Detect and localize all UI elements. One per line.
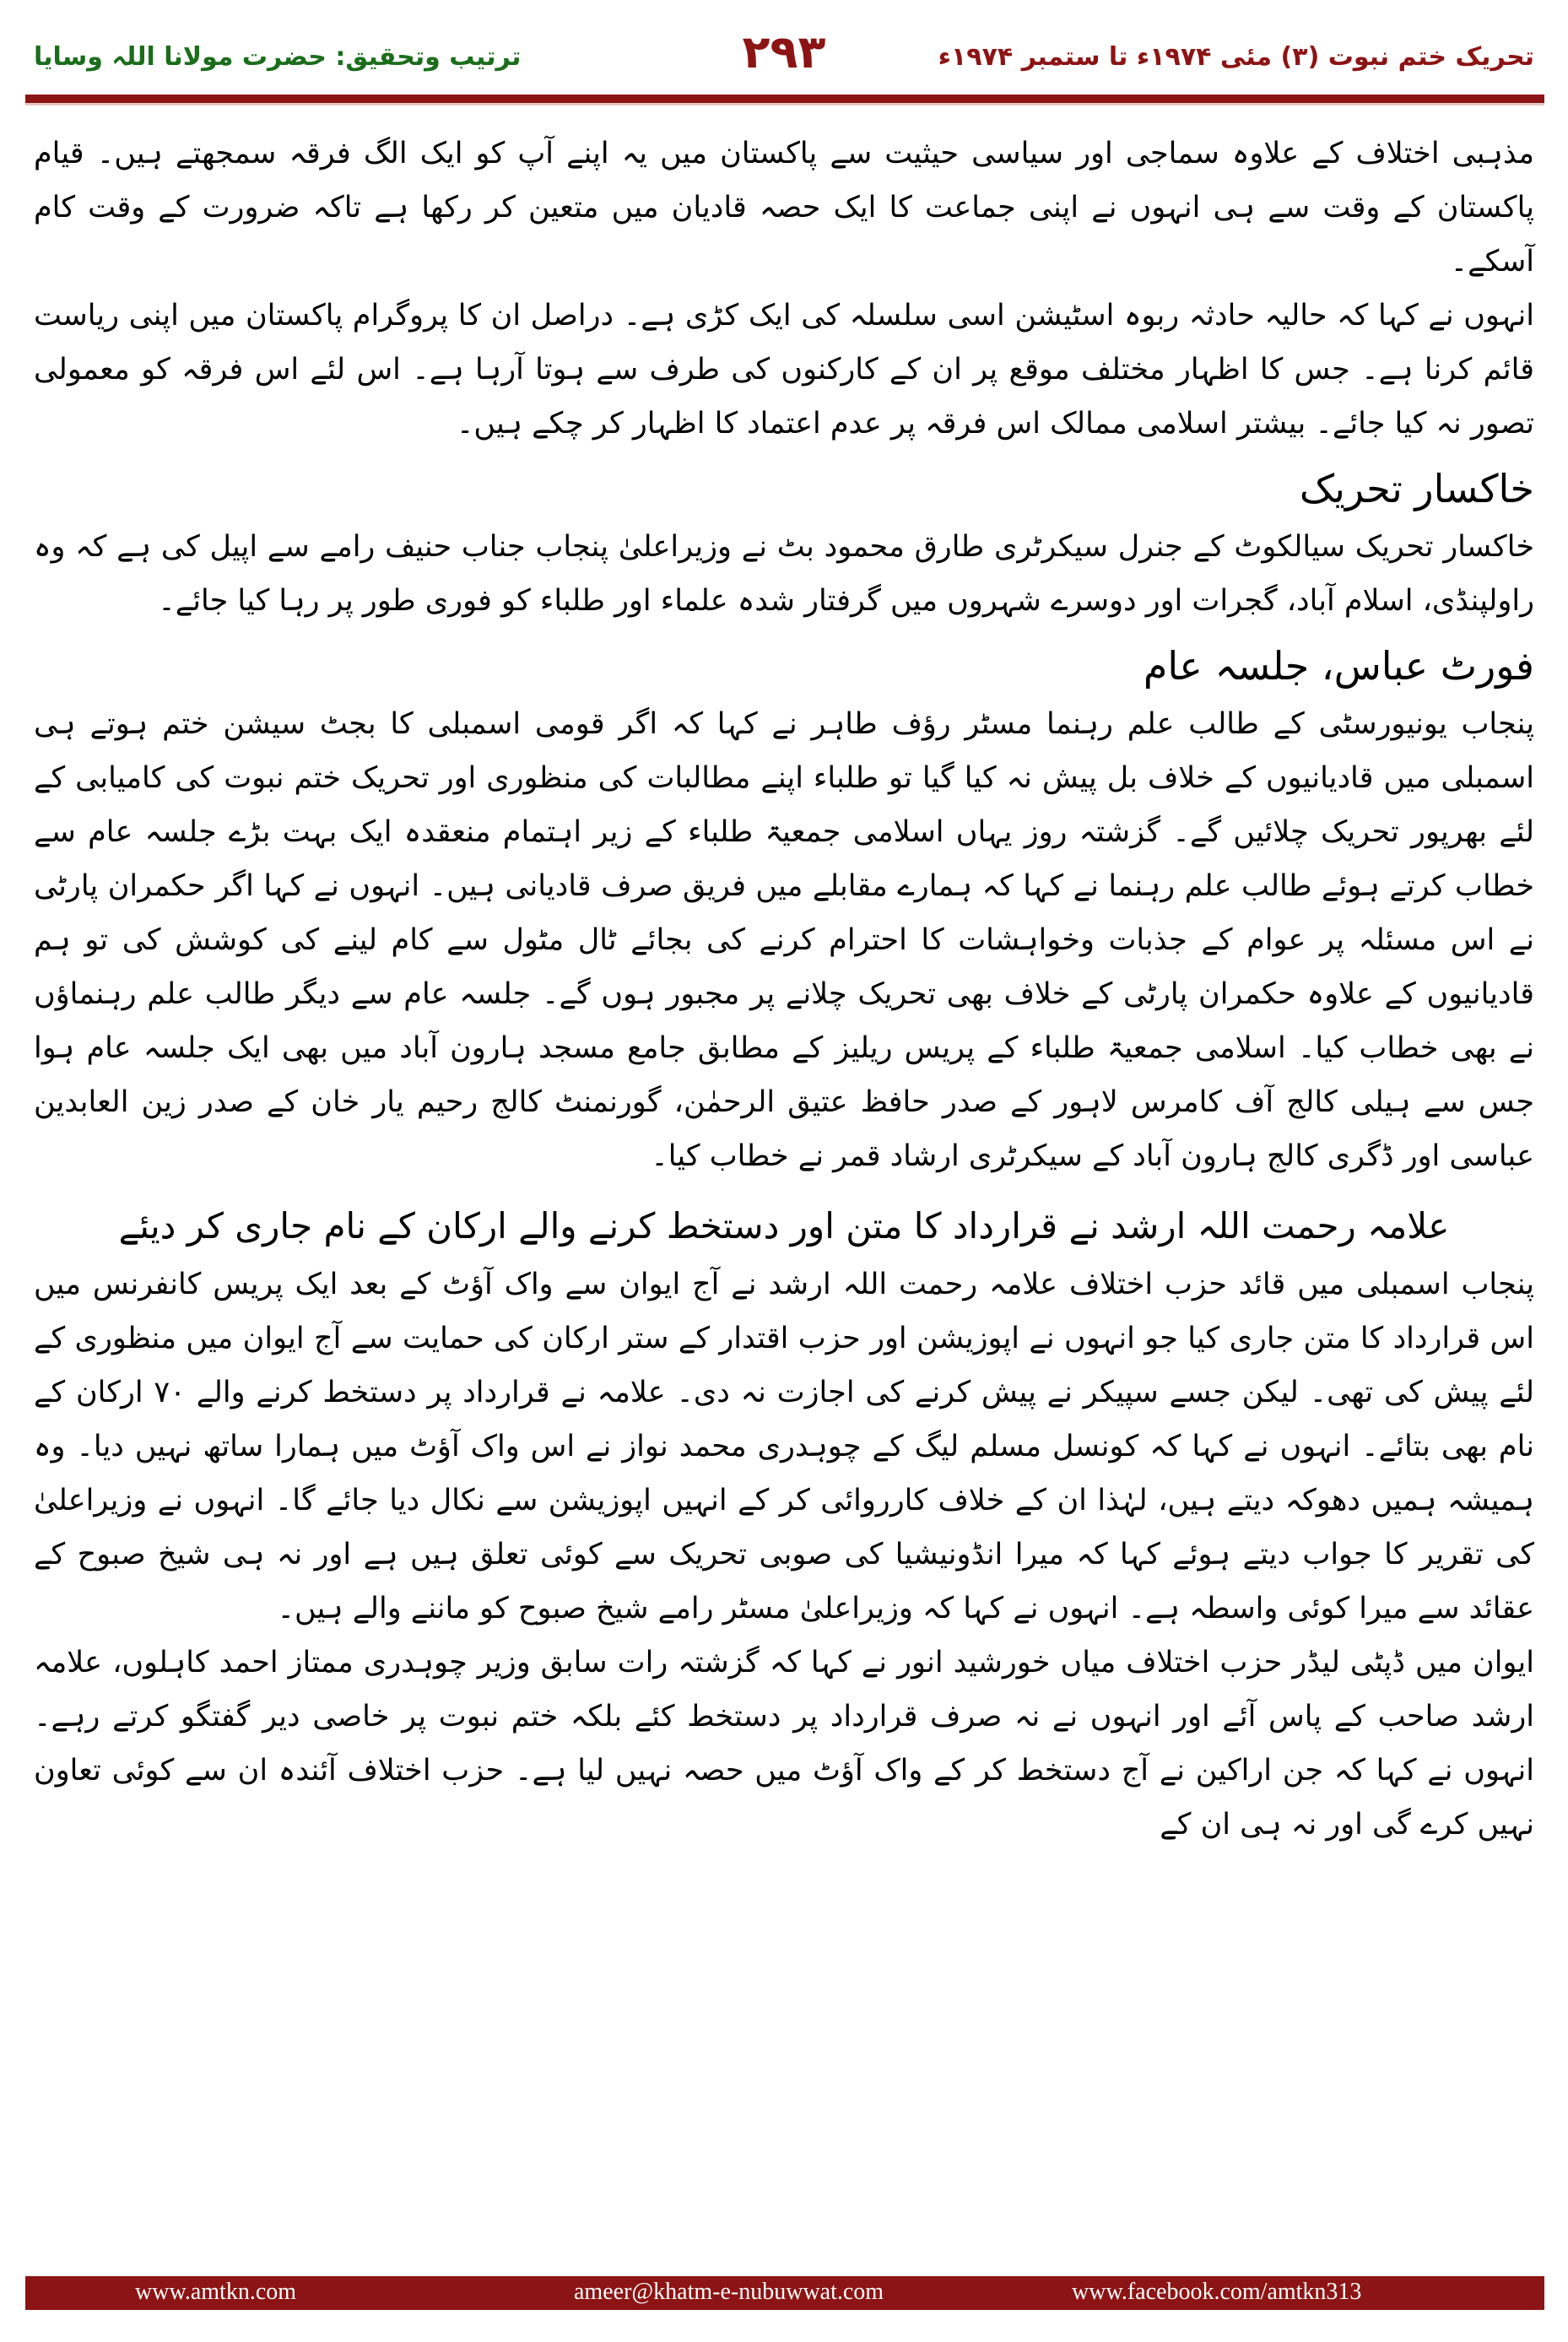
heading-fort-abbas: فورٹ عباس، جلسہ عام xyxy=(1143,643,1534,689)
paragraph-3: خاکسار تحریک سیالکوٹ کے جنرل سیکرٹری طارق محمود بٹ نے وزیراعلیٰ پنجاب جناب حنیف رامے سے اپیل کی ہے کہ وہ راولپنڈی، اسلام آباد، گجرات اور دوسرے شہروں میں گرفتار شدہ علماء اور طلباء کو فوری طور پر رہا کیا جائے۔ xyxy=(34,530,1534,618)
header-rule xyxy=(25,95,1544,105)
compiler-credit: ترتیب وتحقیق: حضرت مولانا اللہ وسایا xyxy=(34,42,522,72)
facebook-link[interactable]: www.facebook.com/amtkn313 xyxy=(1072,2279,1362,2305)
heading-resolution: علامہ رحمت اللہ ارشد نے قرارداد کا متن اور دستخط کرنے والے ارکان کے نام جاری کر دیئے xyxy=(118,1205,1450,1247)
book-title: تحریک ختم نبوت (۳) مئی ۱۹۷۴ء تا ستمبر ۱۹۷۴ء xyxy=(938,42,1534,72)
paragraph-5: پنجاب اسمبلی میں قائد حزب اختلاف علامہ رحمت اللہ ارشد نے آج ایوان سے واک آؤٹ کے بعد ایک پریس کانفرنس میں اس قرارداد کا متن جاری کیا جو انہوں نے اپوزیشن اور حزب اقتدار کے ستر ارکان کی حمایت سے آج ایوان میں منظوری کے لئے پیش کی تھی۔ لیکن جسے سپیکر نے پیش کرنے کی اجازت نہ دی۔ علامہ نے قرارداد پر دستخط کرنے والے ۷۰ ارکان کے نام بھی بتائے۔ انہوں نے کہا کہ کونسل مسلم لیگ کے چوہدری محمد نواز نے اس واک آؤٹ میں ہمارا ساتھ نہیں دیا۔ وہ ہمیشہ ہمیں دھوکہ دیتے ہیں، لہٰذا ان کے خلاف کارروائی کر کے انہیں اپوزیشن سے نکال دیا جائے گا۔ انہوں نے وزیراعلیٰ کی تقریر کا جواب دیتے ہوئے کہا کہ میرا انڈونیشیا کی صوبی تحریک سے کوئی تعلق ہیں ہے اور نہ ہی شیخ صبوح کے عقائد سے میرا کوئی واسطہ ہے۔ انہوں نے کہا کہ وزیراعلیٰ مسٹر رامے شیخ صبوح کو ماننے والے ہیں۔ xyxy=(34,1268,1534,1625)
paragraph-4: پنجاب یونیورسٹی کے طالب علم رہنما مسٹر رؤف طاہر نے کہا کہ اگر قومی اسمبلی کا بجٹ سیشن ختم ہوتے ہی اسمبلی میں قادیانیوں کے خلاف بل پیش نہ کیا گیا تو طلباء اپنے مطالبات کی منظوری اور تحریک ختم نبوت کی کامیابی کے لئے بھرپور تحریک چلائیں گے۔ گزشتہ روز یہاں اسلامی جمعیۃ طلباء کے زیر اہتمام منعقدہ ایک بہت بڑے جلسہ عام سے خطاب کرتے ہوئے طالب علم رہنما نے کہا کہ ہمارے مقابلے میں فریق صرف قادیانی ہیں۔ انہوں نے کہا اگر حکمران پارٹی نے اس مسئلہ پر عوام کے جذبات وخواہشات کا احترام کرنے کی بجائے ٹال مٹول سے کام لینے کی کوشش کی تو ہم قادیانیوں کے علاوہ حکمران پارٹی کے خلاف بھی تحریک چلانے پر مجبور ہوں گے۔ جلسہ عام سے دیگر طالب علم رہنماؤں نے بھی خطاب کیا۔ اسلامی جمعیۃ طلباء کے پریس ریلیز کے مطابق جامع مسجد ہارون آباد میں بھی ایک جلسہ عام ہوا جس سے ہیلی کالج آف کامرس لاہور کے صدر حافظ عتیق الرحمٰن، گورنمنٹ کالج رحیم یار خان کے صدر زین العابدین عباسی اور ڈگری کالج ہارون آباد کے سیکرٹری ارشاد قمر نے خطاب کیا۔ xyxy=(34,707,1534,1173)
page-header xyxy=(0,0,1568,95)
paragraph-1: مذہبی اختلاف کے علاوہ سماجی اور سیاسی حیثیت سے پاکستان میں یہ اپنے آپ کو ایک الگ فرقہ سمجھتے ہیں۔ قیام پاکستان کے وقت سے ہی انہوں نے اپنی جماعت کا ایک حصہ قادیان میں متعین کر رکھا ہے تاکہ ضرورت کے وقت کام آسکے۔ xyxy=(34,137,1534,279)
paragraph-2: انہوں نے کہا کہ حالیہ حادثہ ربوہ اسٹیشن اسی سلسلہ کی ایک کڑی ہے۔ دراصل ان کا پروگرام پاکستان میں اپنی ریاست قائم کرنا ہے۔ جس کا اظہار مختلف موقع پر ان کے کارکنوں کی طرف سے ہوتا آرہا ہے۔ اس لئے اس فرقہ کو معمولی تصور نہ کیا جائے۔ بیشتر اسلامی ممالک اس فرقہ پر عدم اعتماد کا اظہار کر چکے ہیں۔ xyxy=(34,299,1534,441)
paragraph-6: ایوان میں ڈپٹی لیڈر حزب اختلاف میاں خورشید انور نے کہا کہ گزشتہ رات سابق وزیر چوہدری ممتاز احمد کاہلوں، علامہ ارشد صاحب کے پاس آئے اور انہوں نے نہ صرف قرارداد پر دستخط کئے بلکہ ختم نبوت پر خاصی دیر گفتگو کرتے رہے۔ انہوں نے کہا کہ جن اراکین نے آج دستخط کر کے واک آؤٹ میں حصہ نہیں لیا ہے۔ حزب اختلاف آئندہ ان سے کوئی تعاون نہیں کرے گی اور نہ ہی ان کے xyxy=(34,1646,1535,1842)
article-body xyxy=(34,127,1534,1852)
heading-khaksar: خاکسار تحریک xyxy=(1299,466,1534,511)
page-number: ۲۹۳ xyxy=(742,25,826,78)
website-link[interactable]: www.amtkn.com xyxy=(135,2279,297,2305)
email-link[interactable]: ameer@khatm-e-nubuwwat.com xyxy=(574,2279,884,2305)
